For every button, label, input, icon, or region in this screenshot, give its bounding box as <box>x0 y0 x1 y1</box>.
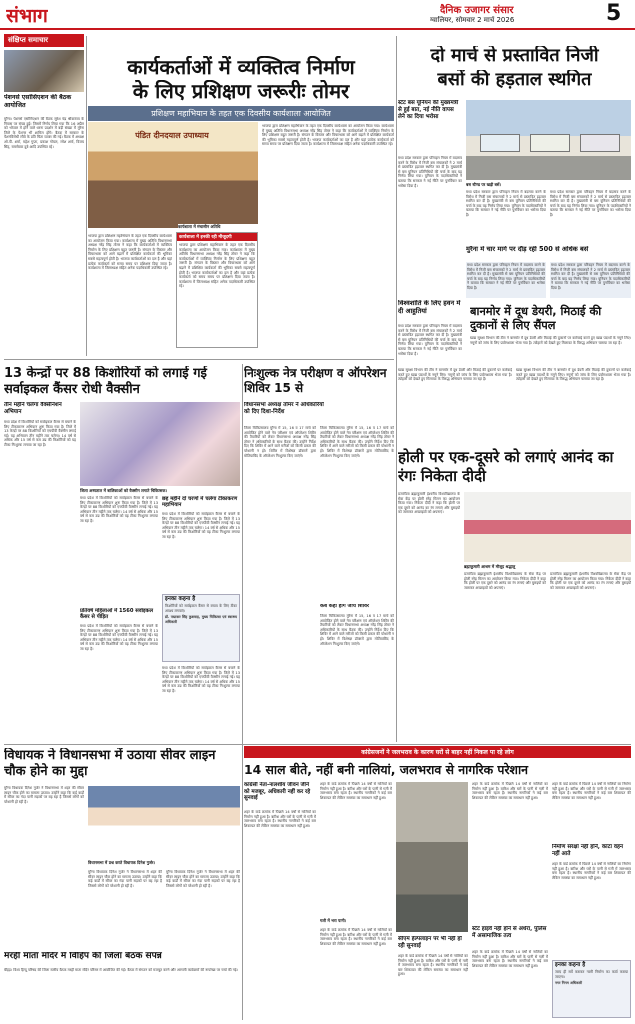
water-photo-caption: गली में भरा पानी। <box>320 918 347 923</box>
holi-photo-caption: ब्रह्माकुमारी आश्रम में मौजूद श्रद्धालु <box>464 564 516 569</box>
lead-photo <box>88 122 258 228</box>
water-body-6: शहर के वार्ड क्रमांक में पिछले 14 वर्षों से नालियों का निर्माण नहीं हुआ है। बारिश और घरों के पानी से गली में जलभराव बना रहता है। स्थानीय नागरिकों ने कई बार शिकायत की लेकिन समस्या का समाधान नहीं हुआ। <box>472 950 548 968</box>
vaccine-sub-head: छह महीने दो चरणों में चलेगा टीकाकरण महाभियान <box>162 496 238 509</box>
sewer-body-3: मुरैना विधायक दिनेश गुर्जर ने विधानसभा में शहर की सीवर लाइन चौक होने का मामला उठाया। उन्होंने कहा कि कई वार्डों में सीवर का गंदा पानी सड़कों पर बह रहा है जिससे लोगों को परेशानी हो रही है। <box>166 870 240 888</box>
vaccine-photo <box>80 402 240 486</box>
water-headline: 14 साल बीते, नहीं बनी नालियां, जलभराव से नागरिक परेशान <box>244 762 529 777</box>
sewer-body-2: मुरैना विधायक दिनेश गुर्जर ने विधानसभा में शहर की सीवर लाइन चौक होने का मामला उठाया। उन्होंने कहा कि कई वार्डों में सीवर का गंदा पानी सड़कों पर बह रहा है जिससे लोगों को परेशानी हो रही है। <box>88 870 162 888</box>
vaccine-headline: 13 केन्द्रों पर 88 किशोरियों को लगाई गई सर्वाइकल कैंसर रोधी वैक्सीन <box>4 366 207 397</box>
strike-red-box-right: मध्य प्रदेश सरकार द्वारा परिवहन नियम में बदलाव करने के विरोध में निजी बस संचालकों ने 2 मार्च से प्रस्तावित हड़ताल स्थगित कर दी है। मुख्यमंत्री से बस यूनियन प्रतिनिधियों की चर्चा के बाद यह निर्णय लिया गया। यूनियन के पदाधिकारियों ने बताया कि सरकार ने नई नीति पर पुनर्विचार का भरोसा दिया है। <box>550 262 631 298</box>
sidebar-body: मुरैना। पेंशनर्स एसोसिएशन की बैठक सुरेश चंद्र श्रीवास्तव के निवास पर संपन्न हुई। जिसमें निर्णय लिया गया कि 16 अप्रैल को भोपाल में होने वाले धरना प्रदर्शन में बड़ी संख्या में मुरैना जिले के पेंशनर भी शामिल होंगे। बैठक में सरकार के पेंशनविरोधी रवैये के प्रति चिंता व्यक्त की गई। बैठक में अध्यक्ष ओ.पी. शर्मा, महेश गुप्ता, प्रकाश गोयल, रमेश शर्मा, विजय सिंह, रामसेवक दुबे आदि उपस्थित रहे। <box>4 117 84 149</box>
vaccine-quote-box <box>162 594 240 662</box>
lead-subhead: प्रशिक्षण महाभियान के तहत एक दिवसीय कार्यशाला आयोजित <box>88 106 394 121</box>
sewer-bottom-head: मरही माता मंदिर में विहिप की जिला बैठक संपन्न <box>4 952 162 961</box>
holi-story <box>398 368 631 742</box>
lead-photo-banner: पंडित दीनदयाल उपाध्याय <box>135 131 209 140</box>
water-body-8: शहर के वार्ड क्रमांक में पिछले 14 वर्षों से नालियों का निर्माण नहीं हुआ है। बारिश और घरों के पानी से गली में जलभराव बना रहता है। स्थानीय नागरिकों ने कई बार शिकायत की लेकिन समस्या का समाधान नहीं हुआ। <box>552 862 631 880</box>
holi-headline: होली पर एक-दूसरे को लगाएं आनंद का रंगः निकेता दीदी <box>398 448 614 485</box>
vaccine-subhead: तीन महीने चलेगा वैक्सीनेशन अभियान <box>4 402 62 415</box>
masthead <box>0 0 635 30</box>
vaccine-story <box>4 362 240 742</box>
sewer-photo <box>88 786 240 858</box>
holi-photo <box>464 492 631 562</box>
sewer-body-1: मुरैना विधायक दिनेश गुर्जर ने विधानसभा में शहर की सीवर लाइन चौक होने का मामला उठाया। उन्होंने कहा कि कई वार्डों में सीवर का गंदा पानी सड़कों पर बह रहा है जिससे लोगों को परेशानी हो रही है। <box>4 786 84 804</box>
sidebar-photo <box>4 50 84 92</box>
water-body-1: शहर के वार्ड क्रमांक में पिछले 14 वर्षों से नालियों का निर्माण नहीं हुआ है। बारिश और घरों के पानी से गली में जलभराव बना रहता है। स्थानीय नागरिकों ने कई बार शिकायत की लेकिन समस्या का समाधान नहीं हुआ। <box>244 810 316 828</box>
water-box-name: नगर निगम अधिकारी <box>555 981 583 986</box>
strike-body-2: मध्य प्रदेश सरकार द्वारा परिवहन नियम में बदलाव करने के विरोध में निजी बस संचालकों ने 2 मार्च से प्रस्तावित हड़ताल स्थगित कर दी है। मुख्यमंत्री से बस यूनियन प्रतिनिधियों की चर्चा के बाद यह निर्णय लिया गया। यूनियन के पदाधिकारियों ने बताया कि सरकार ने नई नीति पर पुनर्विचार का भरोसा दिया है। <box>466 190 546 217</box>
eye-body-2: जिला चिकित्सालय मुरैना में 15, 16 व 17 मार्च को आयोजित होने वाले नेत्र परीक्षण एवं ऑपरेशन शिविर की तैयारियों को लेकर विधानसभा अध्यक्ष नरेंद्र सिंह तोमर ने अधिकारियों के साथ बैठक की। उन्होंने निर्देश दिए कि शिविर में आने वाले मरीजों को किसी प्रकार की परेशानी न हो। शिविर में विशेषज्ञ डॉक्टरों द्वारा मोतियाबिंद के ऑपरेशन निःशुल्क किए जाएंगे। <box>320 426 394 458</box>
strike-red-box-left: मध्य प्रदेश सरकार द्वारा परिवहन नियम में बदलाव करने के विरोध में निजी बस संचालकों ने 2 मार्च से प्रस्तावित हड़ताल स्थगित कर दी है। मुख्यमंत्री से बस यूनियन प्रतिनिधियों की चर्चा के बाद यह निर्णय लिया गया। यूनियन के पदाधिकारियों ने बताया कि सरकार ने नई नीति पर पुनर्विचार का भरोसा दिया है। <box>466 262 546 298</box>
water-box-body: जल्द ही सर्वे कराकर नाली निर्माण का कार्य कराया जाएगा। <box>555 970 628 979</box>
sewer-story <box>4 746 240 1020</box>
vaccine-body-1: मध्य प्रदेश में किशोरियों को सर्वाइकल कैंसर से बचाने के लिए टीकाकरण अभियान शुरू किया गया है। जिले में 13 केन्द्रों पर 88 किशोरियों को एचपीवी वैक्सीन लगाई गई। यह अभियान तीन महीने तक चलेगा। 14 वर्ष से अधिक और 15 वर्ष से कम उम्र की किशोरियों को यह टीका निःशुल्क लगाया जा रहा है। <box>4 420 76 447</box>
sidebar-label: संक्षिप्त समाचार <box>4 34 84 47</box>
water-photo <box>396 782 468 932</box>
dairy-body: खाद्य सुरक्षा विभाग की टीम ने बानमोर में दूध डेयरी और मिठाई की दुकानों पर कार्रवाई करते हुए खाद्य पदार्थों के नमूने लिए। नमूनों को जांच के लिए प्रयोगशाला भेजा गया है। त्योहारों को देखते हुए मिलावट के विरुद्ध अभियान चलाया जा रहा है। <box>470 336 631 345</box>
havan-body: मध्य प्रदेश सरकार द्वारा परिवहन नियम में बदलाव करने के विरोध में निजी बस संचालकों ने 2 मार्च से प्रस्तावित हड़ताल स्थगित कर दी है। मुख्यमंत्री से बस यूनियन प्रतिनिधियों की चर्चा के बाद यह निर्णय लिया गया। यूनियन के पदाधिकारियों ने बताया कि सरकार ने नई नीति पर पुनर्विचार का भरोसा दिया है। <box>398 324 462 356</box>
water-sub2-head: स्टेट हाइवे नहीं होने से अंधेरा, पुलिस में असामाजिक तत्व <box>472 926 547 939</box>
lead-body-right: भाजपा द्वारा प्रशिक्षण महाभियान के तहत एक दिवसीय कार्यशाला का आयोजन किया गया। कार्यशाला में मुख्य अतिथि विधानसभा अध्यक्ष नरेंद्र सिंह तोमर ने कहा कि कार्यकर्ताओं में व्यक्तित्व निर्माण के लिए प्रशिक्षण बहुत जरूरी है। संगठन के विस्तार और विचारधारा को आगे बढ़ाने में प्रशिक्षित कार्यकर्ता की भूमिका सबसे महत्वपूर्ण होती है। भाजपा कार्यकर्ताओं का दल है और यहां प्रत्येक कार्यकर्ता को समय समय पर प्रशिक्षण दिया जाता है। कार्यशाला में जिलाध्यक्ष सहित अनेक पदाधिकारी उपस्थित रहे। <box>262 124 394 147</box>
strike-story <box>398 34 631 364</box>
page-number: 5 <box>606 1 622 26</box>
water-red-sub: कांग्रेसी नेता-नालशीय जीवन जीने को मजबूर, अधिकारी नहीं कर रहे सुनवाई <box>244 782 311 802</box>
lead-body-left: भाजपा द्वारा प्रशिक्षण महाभियान के तहत एक दिवसीय कार्यशाला का आयोजन किया गया। कार्यशाला में मुख्य अतिथि विधानसभा अध्यक्ष नरेंद्र सिंह तोमर ने कहा कि कार्यकर्ताओं में व्यक्तित्व निर्माण के लिए प्रशिक्षण बहुत जरूरी है। संगठन के विस्तार और विचारधारा को आगे बढ़ाने में प्रशिक्षित कार्यकर्ता की भूमिका सबसे महत्वपूर्ण होती है। भाजपा कार्यकर्ताओं का दल है और यहां प्रत्येक कार्यकर्ता को समय समय पर प्रशिक्षण दिया जाता है। कार्यशाला में जिलाध्यक्ष सहित अनेक पदाधिकारी उपस्थित रहे। <box>88 234 172 271</box>
water-banner: कांग्रेसजनों ने जलभराव के कारण घरों से बाहर नहीं निकल पा रहे लोग <box>244 746 631 758</box>
eye-sub-head: कब कहां होंगे जांच शिविर <box>320 604 369 609</box>
eye-headline: निःशुल्क नेत्र परीक्षण व ऑपरेशन शिविर 15 से <box>244 366 387 395</box>
holi-body-3: प्रजापिता ब्रह्माकुमारी ईश्वरीय विश्वविद्यालय के सेवा केंद्र पर होली स्नेह मिलन का आयोजन किया गया। निकेता दीदी ने कहा कि होली पर एक दूसरे को आनंद का रंग लगाएं और बुराइयों को जलाकर अच्छाइयों को अपनाएं। <box>550 572 631 590</box>
dairy-body-2: खाद्य सुरक्षा विभाग की टीम ने बानमोर में दूध डेयरी और मिठाई की दुकानों पर कार्रवाई करते हुए खाद्य पदार्थों के नमूने लिए। नमूनों को जांच के लिए प्रयोगशाला भेजा गया है। त्योहारों को देखते हुए मिलावट के विरुद्ध अभियान चलाया जा रहा है। <box>398 368 512 382</box>
dairy-body-3: खाद्य सुरक्षा विभाग की टीम ने बानमोर में दूध डेयरी और मिठाई की दुकानों पर कार्रवाई करते हुए खाद्य पदार्थों के नमूने लिए। नमूनों को जांच के लिए प्रयोगशाला भेजा गया है। त्योहारों को देखते हुए मिलावट के विरुद्ध अभियान चलाया जा रहा है। <box>516 368 631 382</box>
vaccine-box-body: किशोरियों को सर्वाइकल कैंसर से बचाव के लिए टीका अवश्य लगवाएं। <box>165 604 237 613</box>
section-title: संभाग <box>6 5 48 27</box>
sewer-headline: विधायक ने विधानसभा में उठाया सीवर लाइन चौक होने का मुद्दा <box>4 748 216 779</box>
vaccine-photo-caption: जिला अस्पताल में बालिकाओं को वैक्सीन लगाते चिकित्सक। <box>80 488 167 493</box>
strike-headline-1: दो मार्च से प्रस्तावित निजी <box>430 46 599 66</box>
eye-red-sub: विधानसभा अध्यक्ष तोमर ने अधिकारियों को दिए दिशा-निर्देश <box>244 402 324 415</box>
eye-body-1: जिला चिकित्सालय मुरैना में 15, 16 व 17 मार्च को आयोजित होने वाले नेत्र परीक्षण एवं ऑपरेशन शिविर की तैयारियों को लेकर विधानसभा अध्यक्ष नरेंद्र सिंह तोमर ने अधिकारियों के साथ बैठक की। उन्होंने निर्देश दिए कि शिविर में आने वाले मरीजों को किसी प्रकार की परेशानी न हो। शिविर में विशेषज्ञ डॉक्टरों द्वारा मोतियाबिंद के ऑपरेशन निःशुल्क किए जाएंगे। <box>244 426 316 458</box>
lead-inset <box>176 232 258 348</box>
sidebar <box>4 34 84 356</box>
city-date: ग्वालियर, सोमवार 2 मार्च 2026 <box>430 16 515 24</box>
havan-headline: विश्वशांति के लिए हवन में दी आहुतियां <box>398 300 461 315</box>
strike-photo-caption: बस स्टैण्ड पर खड़ी बसें। <box>466 182 502 187</box>
dairy-headline: बानमोर में दूध डेयरी, मिठाई की दुकानों से लिए सैंपल <box>470 304 602 332</box>
sewer-bottom-body: बीहड़। विश्व हिन्दू परिषद की जिला स्तरीय बैठक मरही माता मंदिर परिसर में आयोजित की गई। बैठक में संगठन को मजबूत करने और आगामी कार्यक्रमों की रूपरेखा पर चर्चा की गई। <box>4 968 238 972</box>
lead-story <box>88 34 394 356</box>
lead-headline-1: कार्यकर्ताओं में व्यक्तित्व निर्माण <box>127 56 355 78</box>
water-story <box>244 746 631 1020</box>
strike-subhead: स्टेट बस यूनियन की मुख्यमंत्री से हुई बात, नई नीति वापस लेने का दिया भरोसा <box>398 100 459 120</box>
water-sub3-head: निर्माण सरंक्षा नहीं होने, काटा वहन नहीं आते <box>552 844 624 857</box>
strike-red-head: मुरैना में चार मार्ग पर दौड़ रही 500 से अधिक बसें <box>466 246 589 253</box>
water-body-7: शहर के वार्ड क्रमांक में पिछले 14 वर्षों से नालियों का निर्माण नहीं हुआ है। बारिश और घरों के पानी से गली में जलभराव बना रहता है। स्थानीय नागरिकों ने कई बार शिकायत की लेकिन समस्या का समाधान नहीं हुआ। <box>552 782 631 800</box>
strike-body-3: मध्य प्रदेश सरकार द्वारा परिवहन नियम में बदलाव करने के विरोध में निजी बस संचालकों ने 2 मार्च से प्रस्तावित हड़ताल स्थगित कर दी है। मुख्यमंत्री से बस यूनियन प्रतिनिधियों की चर्चा के बाद यह निर्णय लिया गया। यूनियन के पदाधिकारियों ने बताया कि सरकार ने नई नीति पर पुनर्विचार का भरोसा दिया है। <box>550 190 631 217</box>
strike-body-1: मध्य प्रदेश सरकार द्वारा परिवहन नियम में बदलाव करने के विरोध में निजी बस संचालकों ने 2 मार्च से प्रस्तावित हड़ताल स्थगित कर दी है। मुख्यमंत्री से बस यूनियन प्रतिनिधियों की चर्चा के बाद यह निर्णय लिया गया। यूनियन के पदाधिकारियों ने बताया कि सरकार ने नई नीति पर पुनर्विचार का भरोसा दिया है। <box>398 156 462 188</box>
water-body-3: शहर के वार्ड क्रमांक में पिछले 14 वर्षों से नालियों का निर्माण नहीं हुआ है। बारिश और घरों के पानी से गली में जलभराव बना रहता है। स्थानीय नागरिकों ने कई बार शिकायत की लेकिन समस्या का समाधान नहीं हुआ। <box>320 928 392 946</box>
vaccine-body-2: मध्य प्रदेश में किशोरियों को सर्वाइकल कैंसर से बचाने के लिए टीकाकरण अभियान शुरू किया गया है। जिले में 13 केन्द्रों पर 88 किशोरियों को एचपीवी वैक्सीन लगाई गई। यह अभियान तीन महीने तक चलेगा। 14 वर्ष से अधिक और 15 वर्ष से कम उम्र की किशोरियों को यह टीका निःशुल्क लगाया जा रहा है। <box>80 496 158 523</box>
lead-headline-2: के लिए प्रशिक्षण जरूरीः तोमर <box>132 80 350 102</box>
vaccine-box-head: इनका कहना है <box>165 596 196 602</box>
water-body-4: शहर के वार्ड क्रमांक में पिछले 14 वर्षों से नालियों का निर्माण नहीं हुआ है। बारिश और घरों के पानी से गली में जलभराव बना रहता है। स्थानीय नागरिकों ने कई बार शिकायत की लेकिन समस्या का समाधान नहीं हुआ। <box>398 954 468 977</box>
water-sub-head: सीएम हेल्पलाइन पर भी नहीं हो रही सुनवाई <box>398 936 462 949</box>
strike-headline-2: बसों की हड़ताल स्थगित <box>437 70 592 90</box>
strike-photo <box>466 100 631 180</box>
vaccine-body-5: मध्य प्रदेश में किशोरियों को सर्वाइकल कैंसर से बचाने के लिए टीकाकरण अभियान शुरू किया गया है। जिले में 13 केन्द्रों पर 88 किशोरियों को एचपीवी वैक्सीन लगाई गई। यह अभियान तीन महीने तक चलेगा। 14 वर्ष से अधिक और 15 वर्ष से कम उम्र की किशोरियों को यह टीका निःशुल्क लगाया जा रहा है। <box>162 666 240 693</box>
water-body-5: शहर के वार्ड क्रमांक में पिछले 14 वर्षों से नालियों का निर्माण नहीं हुआ है। बारिश और घरों के पानी से गली में जलभराव बना रहता है। स्थानीय नागरिकों ने कई बार शिकायत की लेकिन समस्या का समाधान नहीं हुआ। <box>472 782 548 800</box>
holi-body-1: प्रजापिता ब्रह्माकुमारी ईश्वरीय विश्वविद्यालय के सेवा केंद्र पर होली स्नेह मिलन का आयोजन किया गया। निकेता दीदी ने कहा कि होली पर एक दूसरे को आनंद का रंग लगाएं और बुराइयों को जलाकर अच्छाइयों को अपनाएं। <box>398 492 460 515</box>
vaccine-body-3: मध्य प्रदेश में किशोरियों को सर्वाइकल कैंसर से बचाने के लिए टीकाकरण अभियान शुरू किया गया है। जिले में 13 केन्द्रों पर 88 किशोरियों को एचपीवी वैक्सीन लगाई गई। यह अभियान तीन महीने तक चलेगा। 14 वर्ष से अधिक और 15 वर्ष से कम उम्र की किशोरियों को यह टीका निःशुल्क लगाया जा रहा है। <box>162 512 240 539</box>
vaccine-sub2-head: प्रतिवर्ष महिलाओं में 1560 सर्वाइकल कैंसर से पीड़ित <box>80 608 154 621</box>
vaccine-box-name: डॉ. पद्माकर सिंह कुशवाह, मुख्य चिकित्सा एवं स्वास्थ्य अधिकारी <box>165 615 237 624</box>
water-quote-box <box>552 960 631 1018</box>
sewer-photo-caption: विधानसभा में प्रश्न करते विधायक दिनेश गुर्जर। <box>88 860 155 865</box>
lead-inset-body: भाजपा द्वारा प्रशिक्षण महाभियान के तहत एक दिवसीय कार्यशाला का आयोजन किया गया। कार्यशाला में मुख्य अतिथि विधानसभा अध्यक्ष नरेंद्र सिंह तोमर ने कहा कि कार्यकर्ताओं में व्यक्तित्व निर्माण के लिए प्रशिक्षण बहुत जरूरी है। संगठन के विस्तार और विचारधारा को आगे बढ़ाने में प्रशिक्षित कार्यकर्ता की भूमिका सबसे महत्वपूर्ण होती है। भाजपा कार्यकर्ताओं का दल है और यहां प्रत्येक कार्यकर्ता को समय समय पर प्रशिक्षण दिया जाता है। कार्यशाला में जिलाध्यक्ष सहित अनेक पदाधिकारी उपस्थित रहे। <box>179 243 255 289</box>
water-body-2: शहर के वार्ड क्रमांक में पिछले 14 वर्षों से नालियों का निर्माण नहीं हुआ है। बारिश और घरों के पानी से गली में जलभराव बना रहता है। स्थानीय नागरिकों ने कई बार शिकायत की लेकिन समस्या का समाधान नहीं हुआ। <box>320 782 392 800</box>
lead-inset-head: कार्यशाला में इनकी रही मौजूदगी <box>177 233 257 241</box>
lead-photo-caption: कार्यशाला में मंचासीन अतिथि <box>178 224 258 229</box>
holi-body-2: प्रजापिता ब्रह्माकुमारी ईश्वरीय विश्वविद्यालय के सेवा केंद्र पर होली स्नेह मिलन का आयोजन किया गया। निकेता दीदी ने कहा कि होली पर एक दूसरे को आनंद का रंग लगाएं और बुराइयों को जलाकर अच्छाइयों को अपनाएं। <box>464 572 546 590</box>
paper-name: दैनिक उजागर संसार <box>440 5 514 16</box>
eye-body-3: जिला चिकित्सालय मुरैना में 15, 16 व 17 मार्च को आयोजित होने वाले नेत्र परीक्षण एवं ऑपरेशन शिविर की तैयारियों को लेकर विधानसभा अध्यक्ष नरेंद्र सिंह तोमर ने अधिकारियों के साथ बैठक की। उन्होंने निर्देश दिए कि शिविर में आने वाले मरीजों को किसी प्रकार की परेशानी न हो। शिविर में विशेषज्ञ डॉक्टरों द्वारा मोतियाबिंद के ऑपरेशन निःशुल्क किए जाएंगे। <box>320 614 394 646</box>
water-box-head: इनका कहना है <box>555 962 586 968</box>
eye-camp-story <box>244 362 394 742</box>
sidebar-headline: पेंशनर्स एसोसिएशन की बैठक आयोजित <box>4 94 72 109</box>
vaccine-body-4: मध्य प्रदेश में किशोरियों को सर्वाइकल कैंसर से बचाने के लिए टीकाकरण अभियान शुरू किया गया है। जिले में 13 केन्द्रों पर 88 किशोरियों को एचपीवी वैक्सीन लगाई गई। यह अभियान तीन महीने तक चलेगा। 14 वर्ष से अधिक और 15 वर्ष से कम उम्र की किशोरियों को यह टीका निःशुल्क लगाया जा रहा है। <box>80 624 158 651</box>
